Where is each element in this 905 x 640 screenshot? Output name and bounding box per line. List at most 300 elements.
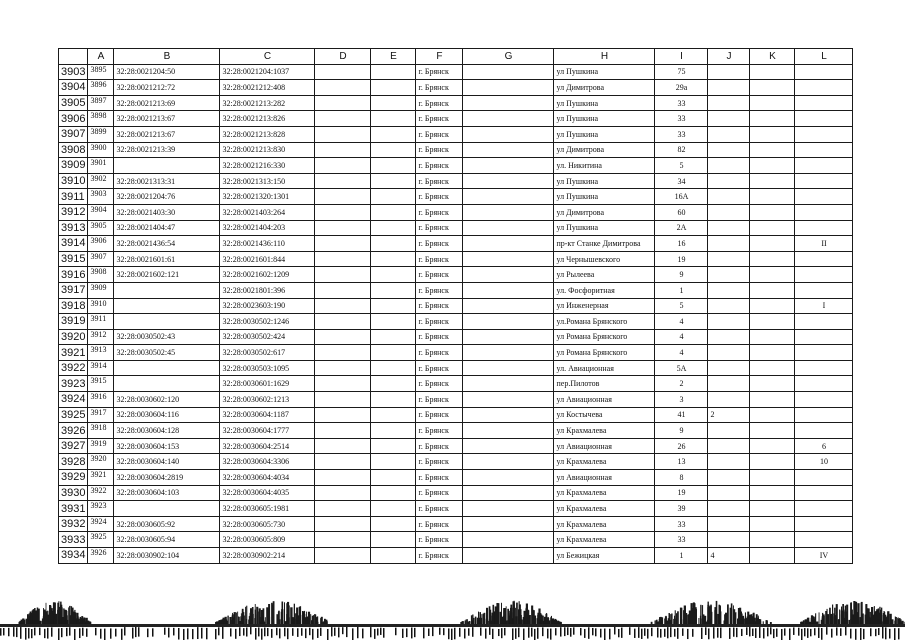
cell-l[interactable]: [795, 251, 853, 267]
cell-j[interactable]: [708, 329, 750, 345]
cell-e[interactable]: [371, 80, 416, 96]
cell-b[interactable]: 32:28:0021436:54: [114, 236, 220, 252]
cell-j[interactable]: [708, 267, 750, 283]
cell-f[interactable]: г. Брянск: [416, 267, 463, 283]
cell-h[interactable]: ул Пушкина: [554, 189, 655, 205]
cell-l[interactable]: [795, 64, 853, 80]
cell-i[interactable]: 39: [655, 501, 708, 517]
cell-a[interactable]: 3914: [88, 360, 114, 376]
cell-b[interactable]: 32:28:0030604:103: [114, 485, 220, 501]
cell-f[interactable]: г. Брянск: [416, 423, 463, 439]
cell-c[interactable]: 32:28:0021213:826: [220, 111, 315, 127]
cell-k[interactable]: [750, 423, 795, 439]
cell-f[interactable]: г. Брянск: [416, 64, 463, 80]
cell-h[interactable]: пер.Пилотов: [554, 376, 655, 392]
cell-g[interactable]: [463, 454, 554, 470]
cell-h[interactable]: ул Пушкина: [554, 64, 655, 80]
cell-h[interactable]: ул Костычева: [554, 407, 655, 423]
cell-h[interactable]: ул Крахмалева: [554, 501, 655, 517]
cell-e[interactable]: [371, 158, 416, 174]
cell-g[interactable]: [463, 470, 554, 486]
cell-d[interactable]: [315, 392, 371, 408]
cell-f[interactable]: г. Брянск: [416, 407, 463, 423]
cell-j[interactable]: [708, 204, 750, 220]
cell-k[interactable]: [750, 392, 795, 408]
cell-l[interactable]: [795, 360, 853, 376]
cell-c[interactable]: 32:28:0021204:1037: [220, 64, 315, 80]
cell-b[interactable]: 32:28:0021212:72: [114, 80, 220, 96]
cell-g[interactable]: [463, 438, 554, 454]
cell-f[interactable]: г. Брянск: [416, 345, 463, 361]
cell-e[interactable]: [371, 392, 416, 408]
cell-g[interactable]: [463, 485, 554, 501]
cell-d[interactable]: [315, 282, 371, 298]
cell-h[interactable]: ул Пушкина: [554, 95, 655, 111]
cell-f[interactable]: г. Брянск: [416, 485, 463, 501]
cell-g[interactable]: [463, 516, 554, 532]
cell-h[interactable]: ул Пушкина: [554, 173, 655, 189]
cell-k[interactable]: [750, 267, 795, 283]
row-number[interactable]: 3910: [59, 173, 88, 189]
cell-k[interactable]: [750, 64, 795, 80]
cell-h[interactable]: ул Пушкина: [554, 111, 655, 127]
cell-a[interactable]: 3912: [88, 329, 114, 345]
cell-h[interactable]: ул Пушкина: [554, 126, 655, 142]
cell-i[interactable]: 5: [655, 298, 708, 314]
cell-h[interactable]: ул.Романа Брянского: [554, 314, 655, 330]
cell-b[interactable]: 32:28:0030602:120: [114, 392, 220, 408]
cell-e[interactable]: [371, 64, 416, 80]
cell-a[interactable]: 3910: [88, 298, 114, 314]
cell-e[interactable]: [371, 267, 416, 283]
cell-g[interactable]: [463, 392, 554, 408]
cell-i[interactable]: 33: [655, 516, 708, 532]
cell-d[interactable]: [315, 376, 371, 392]
cell-c[interactable]: 32:28:0030605:730: [220, 516, 315, 532]
cell-e[interactable]: [371, 95, 416, 111]
cell-b[interactable]: 32:28:0021313:31: [114, 173, 220, 189]
cell-d[interactable]: [315, 80, 371, 96]
cell-f[interactable]: г. Брянск: [416, 501, 463, 517]
cell-l[interactable]: [795, 470, 853, 486]
cell-j[interactable]: [708, 95, 750, 111]
row-number[interactable]: 3921: [59, 345, 88, 361]
row-number[interactable]: 3920: [59, 329, 88, 345]
cell-i[interactable]: 33: [655, 111, 708, 127]
cell-c[interactable]: 32:28:0030502:424: [220, 329, 315, 345]
row-number[interactable]: 3913: [59, 220, 88, 236]
cell-e[interactable]: [371, 220, 416, 236]
cell-a[interactable]: 3923: [88, 501, 114, 517]
cell-d[interactable]: [315, 454, 371, 470]
cell-f[interactable]: г. Брянск: [416, 376, 463, 392]
cell-a[interactable]: 3896: [88, 80, 114, 96]
cell-g[interactable]: [463, 329, 554, 345]
cell-g[interactable]: [463, 64, 554, 80]
cell-l[interactable]: [795, 267, 853, 283]
cell-c[interactable]: 32:28:0030605:809: [220, 532, 315, 548]
cell-a[interactable]: 3898: [88, 111, 114, 127]
cell-a[interactable]: 3919: [88, 438, 114, 454]
cell-b[interactable]: 32:28:0021601:61: [114, 251, 220, 267]
cell-i[interactable]: 1: [655, 548, 708, 564]
cell-c[interactable]: 32:28:0030604:2514: [220, 438, 315, 454]
cell-l[interactable]: [795, 392, 853, 408]
cell-b[interactable]: [114, 158, 220, 174]
cell-j[interactable]: [708, 220, 750, 236]
cell-a[interactable]: 3916: [88, 392, 114, 408]
cell-c[interactable]: 32:28:0023603:190: [220, 298, 315, 314]
cell-l[interactable]: I: [795, 298, 853, 314]
cell-k[interactable]: [750, 80, 795, 96]
cell-a[interactable]: 3906: [88, 236, 114, 252]
cell-h[interactable]: ул Романа Брянского: [554, 345, 655, 361]
cell-h[interactable]: ул Авиационная: [554, 438, 655, 454]
cell-k[interactable]: [750, 438, 795, 454]
cell-j[interactable]: [708, 298, 750, 314]
cell-l[interactable]: [795, 189, 853, 205]
cell-j[interactable]: [708, 282, 750, 298]
cell-f[interactable]: г. Брянск: [416, 360, 463, 376]
cell-f[interactable]: г. Брянск: [416, 173, 463, 189]
cell-k[interactable]: [750, 173, 795, 189]
row-number[interactable]: 3930: [59, 485, 88, 501]
cell-j[interactable]: [708, 470, 750, 486]
cell-g[interactable]: [463, 236, 554, 252]
cell-k[interactable]: [750, 95, 795, 111]
cell-l[interactable]: [795, 345, 853, 361]
cell-e[interactable]: [371, 251, 416, 267]
cell-a[interactable]: 3895: [88, 64, 114, 80]
cell-i[interactable]: 16А: [655, 189, 708, 205]
cell-d[interactable]: [315, 485, 371, 501]
cell-j[interactable]: [708, 392, 750, 408]
cell-b[interactable]: 32:28:0030604:116: [114, 407, 220, 423]
cell-c[interactable]: 32:28:0030601:1629: [220, 376, 315, 392]
cell-d[interactable]: [315, 407, 371, 423]
cell-l[interactable]: [795, 95, 853, 111]
cell-h[interactable]: ул Крахмалева: [554, 423, 655, 439]
cell-j[interactable]: [708, 111, 750, 127]
cell-d[interactable]: [315, 329, 371, 345]
cell-e[interactable]: [371, 532, 416, 548]
cell-c[interactable]: 32:28:0021801:396: [220, 282, 315, 298]
cell-h[interactable]: ул Димитрова: [554, 142, 655, 158]
cell-c[interactable]: 32:28:0030604:4034: [220, 470, 315, 486]
cell-i[interactable]: 33: [655, 126, 708, 142]
cell-c[interactable]: 32:28:0021602:1209: [220, 267, 315, 283]
cell-e[interactable]: [371, 111, 416, 127]
cell-d[interactable]: [315, 438, 371, 454]
cell-e[interactable]: [371, 126, 416, 142]
cell-a[interactable]: 3922: [88, 485, 114, 501]
cell-i[interactable]: 5А: [655, 360, 708, 376]
cell-e[interactable]: [371, 407, 416, 423]
cell-i[interactable]: 9: [655, 423, 708, 439]
cell-j[interactable]: [708, 423, 750, 439]
cell-f[interactable]: г. Брянск: [416, 548, 463, 564]
cell-j[interactable]: [708, 438, 750, 454]
cell-h[interactable]: ул Романа Брянского: [554, 329, 655, 345]
cell-a[interactable]: 3903: [88, 189, 114, 205]
cell-h[interactable]: пр-кт Станке Димитрова: [554, 236, 655, 252]
cell-j[interactable]: [708, 158, 750, 174]
row-number[interactable]: 3932: [59, 516, 88, 532]
cell-j[interactable]: [708, 314, 750, 330]
cell-c[interactable]: 32:28:0021213:828: [220, 126, 315, 142]
cell-d[interactable]: [315, 501, 371, 517]
cell-k[interactable]: [750, 204, 795, 220]
cell-e[interactable]: [371, 376, 416, 392]
cell-l[interactable]: [795, 204, 853, 220]
cell-g[interactable]: [463, 532, 554, 548]
cell-c[interactable]: 32:28:0021213:830: [220, 142, 315, 158]
cell-h[interactable]: ул. Никитина: [554, 158, 655, 174]
cell-a[interactable]: 3920: [88, 454, 114, 470]
cell-i[interactable]: 75: [655, 64, 708, 80]
cell-f[interactable]: г. Брянск: [416, 298, 463, 314]
cell-b[interactable]: 32:28:0030502:45: [114, 345, 220, 361]
cell-k[interactable]: [750, 329, 795, 345]
cell-d[interactable]: [315, 189, 371, 205]
cell-d[interactable]: [315, 158, 371, 174]
row-number[interactable]: 3916: [59, 267, 88, 283]
cell-b[interactable]: 32:28:0021404:47: [114, 220, 220, 236]
cell-a[interactable]: 3925: [88, 532, 114, 548]
cell-k[interactable]: [750, 345, 795, 361]
cell-i[interactable]: 8: [655, 470, 708, 486]
cell-d[interactable]: [315, 95, 371, 111]
cell-j[interactable]: [708, 501, 750, 517]
cell-k[interactable]: [750, 220, 795, 236]
cell-j[interactable]: [708, 516, 750, 532]
row-number[interactable]: 3925: [59, 407, 88, 423]
cell-b[interactable]: 32:28:0030502:43: [114, 329, 220, 345]
cell-b[interactable]: 32:28:0030902:104: [114, 548, 220, 564]
cell-a[interactable]: 3915: [88, 376, 114, 392]
cell-c[interactable]: 32:28:0030604:1187: [220, 407, 315, 423]
cell-g[interactable]: [463, 158, 554, 174]
cell-f[interactable]: г. Брянск: [416, 220, 463, 236]
cell-k[interactable]: [750, 376, 795, 392]
cell-i[interactable]: 29а: [655, 80, 708, 96]
cell-h[interactable]: ул Крахмалева: [554, 516, 655, 532]
cell-d[interactable]: [315, 470, 371, 486]
row-number[interactable]: 3903: [59, 64, 88, 80]
cell-c[interactable]: 32:28:0021320:1301: [220, 189, 315, 205]
cell-b[interactable]: [114, 298, 220, 314]
cell-d[interactable]: [315, 532, 371, 548]
cell-b[interactable]: [114, 360, 220, 376]
cell-f[interactable]: г. Брянск: [416, 236, 463, 252]
cell-c[interactable]: 32:28:0021313:150: [220, 173, 315, 189]
cell-g[interactable]: [463, 189, 554, 205]
cell-h[interactable]: ул Крахмалева: [554, 485, 655, 501]
cell-k[interactable]: [750, 158, 795, 174]
row-number[interactable]: 3908: [59, 142, 88, 158]
cell-g[interactable]: [463, 314, 554, 330]
cell-a[interactable]: 3899: [88, 126, 114, 142]
cell-e[interactable]: [371, 204, 416, 220]
cell-d[interactable]: [315, 267, 371, 283]
cell-e[interactable]: [371, 516, 416, 532]
cell-f[interactable]: г. Брянск: [416, 516, 463, 532]
cell-f[interactable]: г. Брянск: [416, 532, 463, 548]
cell-l[interactable]: [795, 158, 853, 174]
cell-l[interactable]: 6: [795, 438, 853, 454]
row-number[interactable]: 3934: [59, 548, 88, 564]
cell-k[interactable]: [750, 548, 795, 564]
cell-f[interactable]: г. Брянск: [416, 95, 463, 111]
cell-h[interactable]: ул Чернышевского: [554, 251, 655, 267]
cell-b[interactable]: 32:28:0021213:39: [114, 142, 220, 158]
cell-b[interactable]: [114, 314, 220, 330]
cell-g[interactable]: [463, 423, 554, 439]
row-number[interactable]: 3915: [59, 251, 88, 267]
cell-f[interactable]: г. Брянск: [416, 204, 463, 220]
cell-g[interactable]: [463, 95, 554, 111]
cell-k[interactable]: [750, 516, 795, 532]
cell-h[interactable]: ул Авиационная: [554, 470, 655, 486]
cell-g[interactable]: [463, 251, 554, 267]
cell-h[interactable]: ул Инженерная: [554, 298, 655, 314]
cell-l[interactable]: [795, 111, 853, 127]
cell-i[interactable]: 2: [655, 376, 708, 392]
cell-f[interactable]: г. Брянск: [416, 392, 463, 408]
cell-c[interactable]: 32:28:0030602:1213: [220, 392, 315, 408]
cell-g[interactable]: [463, 173, 554, 189]
cell-f[interactable]: г. Брянск: [416, 470, 463, 486]
cell-j[interactable]: 2: [708, 407, 750, 423]
row-number[interactable]: 3931: [59, 501, 88, 517]
cell-k[interactable]: [750, 236, 795, 252]
cell-g[interactable]: [463, 126, 554, 142]
row-number[interactable]: 3904: [59, 80, 88, 96]
cell-i[interactable]: 4: [655, 345, 708, 361]
cell-e[interactable]: [371, 423, 416, 439]
cell-j[interactable]: 4: [708, 548, 750, 564]
cell-c[interactable]: 32:28:0030604:4035: [220, 485, 315, 501]
cell-e[interactable]: [371, 173, 416, 189]
cell-i[interactable]: 3: [655, 392, 708, 408]
cell-g[interactable]: [463, 267, 554, 283]
cell-a[interactable]: 3900: [88, 142, 114, 158]
cell-i[interactable]: 5: [655, 158, 708, 174]
cell-b[interactable]: 32:28:0021213:67: [114, 111, 220, 127]
row-number[interactable]: 3918: [59, 298, 88, 314]
cell-k[interactable]: [750, 360, 795, 376]
cell-i[interactable]: 4: [655, 329, 708, 345]
cell-d[interactable]: [315, 360, 371, 376]
cell-i[interactable]: 13: [655, 454, 708, 470]
cell-k[interactable]: [750, 485, 795, 501]
cell-d[interactable]: [315, 142, 371, 158]
cell-l[interactable]: [795, 314, 853, 330]
cell-e[interactable]: [371, 329, 416, 345]
cell-b[interactable]: [114, 282, 220, 298]
cell-d[interactable]: [315, 516, 371, 532]
cell-e[interactable]: [371, 548, 416, 564]
cell-g[interactable]: [463, 298, 554, 314]
cell-d[interactable]: [315, 298, 371, 314]
cell-l[interactable]: [795, 173, 853, 189]
cell-b[interactable]: 32:28:0030605:92: [114, 516, 220, 532]
cell-i[interactable]: 19: [655, 485, 708, 501]
cell-h[interactable]: ул Димитрова: [554, 80, 655, 96]
cell-d[interactable]: [315, 220, 371, 236]
cell-b[interactable]: 32:28:0030604:2819: [114, 470, 220, 486]
cell-c[interactable]: 32:28:0021403:264: [220, 204, 315, 220]
cell-h[interactable]: ул. Авиационная: [554, 360, 655, 376]
cell-b[interactable]: 32:28:0021204:76: [114, 189, 220, 205]
cell-i[interactable]: 1: [655, 282, 708, 298]
row-number[interactable]: 3926: [59, 423, 88, 439]
cell-l[interactable]: [795, 329, 853, 345]
cell-b[interactable]: [114, 501, 220, 517]
cell-c[interactable]: 32:28:0030604:3306: [220, 454, 315, 470]
cell-f[interactable]: г. Брянск: [416, 438, 463, 454]
cell-l[interactable]: [795, 282, 853, 298]
cell-j[interactable]: [708, 345, 750, 361]
cell-a[interactable]: 3902: [88, 173, 114, 189]
cell-d[interactable]: [315, 64, 371, 80]
cell-a[interactable]: 3911: [88, 314, 114, 330]
cell-l[interactable]: [795, 532, 853, 548]
cell-a[interactable]: 3909: [88, 282, 114, 298]
row-number[interactable]: 3906: [59, 111, 88, 127]
cell-a[interactable]: 3917: [88, 407, 114, 423]
cell-g[interactable]: [463, 111, 554, 127]
cell-a[interactable]: 3905: [88, 220, 114, 236]
cell-d[interactable]: [315, 548, 371, 564]
cell-d[interactable]: [315, 345, 371, 361]
cell-k[interactable]: [750, 470, 795, 486]
cell-j[interactable]: [708, 142, 750, 158]
cell-d[interactable]: [315, 173, 371, 189]
cell-b[interactable]: 32:28:0021204:50: [114, 64, 220, 80]
cell-f[interactable]: г. Брянск: [416, 126, 463, 142]
cell-i[interactable]: 82: [655, 142, 708, 158]
cell-f[interactable]: г. Брянск: [416, 329, 463, 345]
cell-c[interactable]: 32:28:0021216:330: [220, 158, 315, 174]
row-number[interactable]: 3917: [59, 282, 88, 298]
cell-l[interactable]: [795, 501, 853, 517]
cell-k[interactable]: [750, 126, 795, 142]
cell-j[interactable]: [708, 454, 750, 470]
row-number[interactable]: 3929: [59, 470, 88, 486]
cell-h[interactable]: ул Крахмалева: [554, 454, 655, 470]
cell-d[interactable]: [315, 204, 371, 220]
cell-l[interactable]: II: [795, 236, 853, 252]
cell-l[interactable]: [795, 516, 853, 532]
cell-a[interactable]: 3897: [88, 95, 114, 111]
cell-j[interactable]: [708, 532, 750, 548]
cell-j[interactable]: [708, 126, 750, 142]
cell-j[interactable]: [708, 189, 750, 205]
row-number[interactable]: 3933: [59, 532, 88, 548]
cell-c[interactable]: 32:28:0030902:214: [220, 548, 315, 564]
cell-k[interactable]: [750, 454, 795, 470]
cell-h[interactable]: ул Бежицкая: [554, 548, 655, 564]
cell-b[interactable]: [114, 376, 220, 392]
cell-b[interactable]: 32:28:0030604:153: [114, 438, 220, 454]
cell-l[interactable]: [795, 376, 853, 392]
row-number[interactable]: 3924: [59, 392, 88, 408]
cell-l[interactable]: [795, 80, 853, 96]
cell-l[interactable]: [795, 485, 853, 501]
cell-l[interactable]: IV: [795, 548, 853, 564]
cell-b[interactable]: 32:28:0030604:128: [114, 423, 220, 439]
